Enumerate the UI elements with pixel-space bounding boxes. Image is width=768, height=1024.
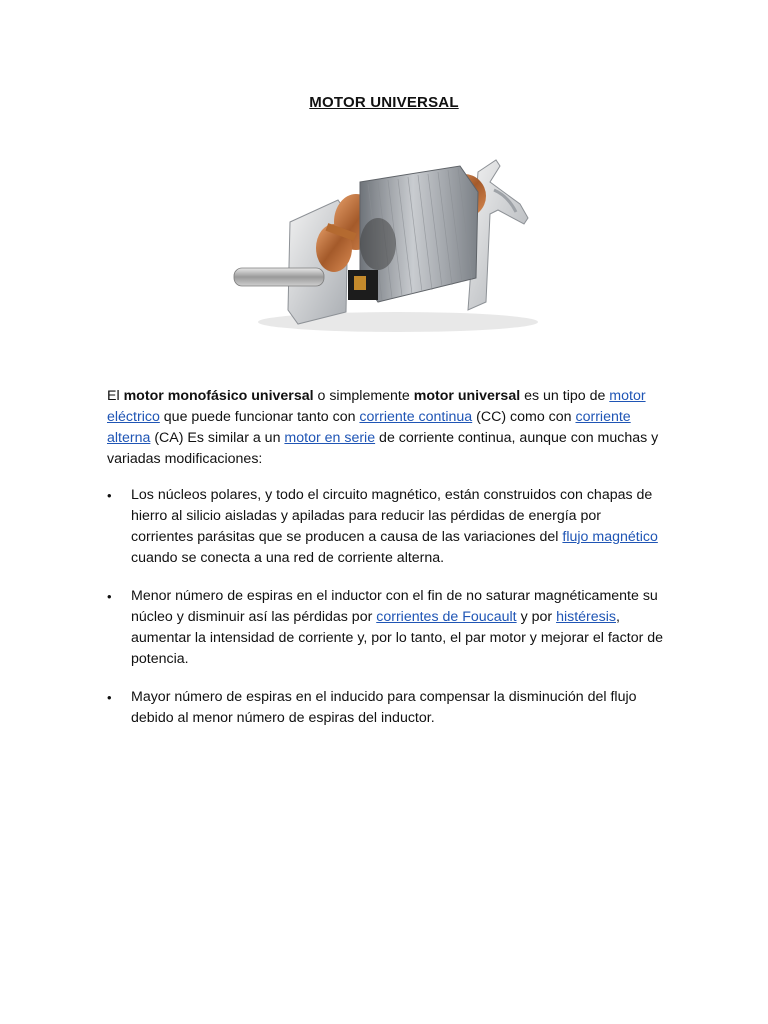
bullet-text-mid: y por — [516, 609, 557, 625]
intro-paragraph — [107, 386, 667, 470]
list-item — [107, 586, 667, 670]
motor-image — [228, 152, 554, 336]
intro-text-1: El — [107, 388, 124, 404]
bullet-text-after: , aumentar la intensidad de corriente y, por lo tanto, el par motor y mejorar el factor de potencia. — [131, 609, 664, 667]
link-corriente-continua[interactable]: corriente continua — [359, 409, 473, 425]
page-title: MOTOR UNIVERSAL — [309, 94, 459, 111]
intro-text-7: de corriente continua, aunque con muchas y variadas modificaciones: — [107, 430, 659, 467]
intro-text-4: que puede funcionar tanto con — [159, 409, 360, 425]
intro-text-5: (CC) como con — [472, 409, 576, 425]
link-motor-electrico[interactable]: motor eléctrico — [107, 388, 646, 425]
intro-text-3: es un tipo de — [520, 388, 610, 404]
link-histeresis[interactable]: histéresis — [556, 609, 616, 625]
list-item — [107, 687, 667, 729]
list-item — [107, 485, 667, 569]
intro-text-2: o simplemente — [313, 388, 414, 404]
link-corrientes-de-foucault[interactable]: corrientes de Foucault — [376, 609, 517, 625]
universal-motor-photo-icon — [228, 152, 554, 336]
intro-bold-motor-universal: motor universal — [413, 388, 521, 404]
bullet-text: Mayor número de espiras en el inducido para compensar la disminución del flujo debido al menor número de espiras del inductor. — [131, 689, 637, 726]
intro-text-6: (CA) Es similar a un — [150, 430, 285, 446]
intro-bold-motor-monofasico: motor monofásico universal — [123, 388, 314, 404]
bullet-text: Los núcleos polares, y todo el circuito magnético, están construidos con chapas de hierro al silicio aisladas y apiladas para reducir las pérdidas de energía por corrientes parásitas que se producen a causa de las variaciones del — [131, 487, 653, 545]
bullet-text: Menor número de espiras en el inductor con el fin de no saturar magnéticamente su núcleo y disminuir así las pérdidas por — [131, 588, 658, 625]
bullet-marker: • — [107, 690, 112, 705]
link-corriente-alterna[interactable]: corriente alterna — [107, 409, 631, 446]
bullet-marker: • — [107, 488, 112, 503]
bullet-marker: • — [107, 589, 112, 604]
link-flujo-magnetico[interactable]: flujo magnético — [562, 529, 658, 545]
link-motor-en-serie[interactable]: motor en serie — [284, 430, 376, 446]
bullet-list — [107, 485, 667, 746]
bullet-text-after: cuando se conecta a una red de corriente alterna. — [131, 550, 445, 566]
